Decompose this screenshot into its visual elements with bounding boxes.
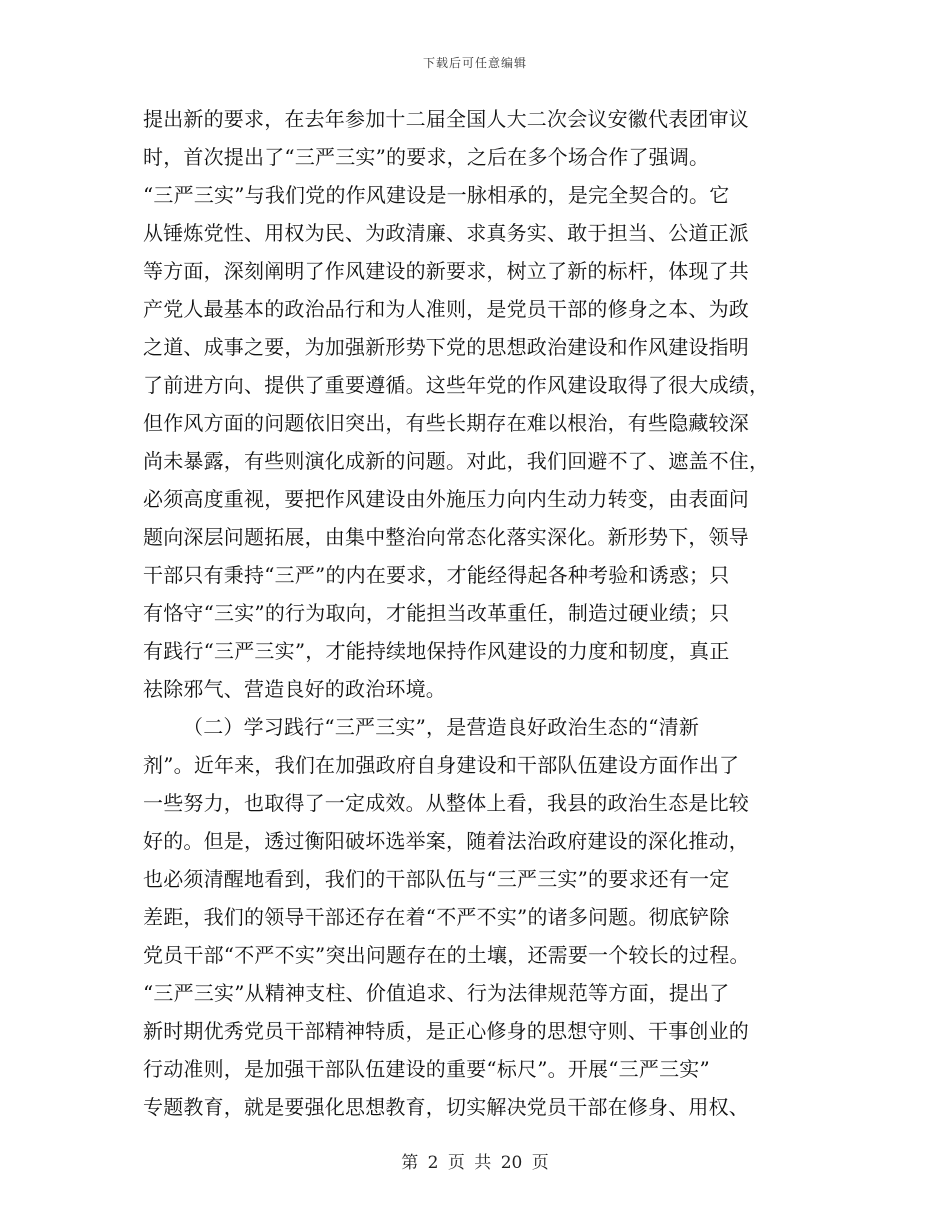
document-body [143, 100, 803, 1126]
text-line: 了前进方向、提供了重要遵循。这些年党的作风建设取得了很大成绩， [143, 373, 770, 397]
text-line: 一些努力，也取得了一定成效。从整体上看，我县的政治生态是比较 [143, 791, 749, 815]
text-line: 专题教育，就是要强化思想教育，切实解决党员干部在修身、用权、 [143, 1095, 749, 1119]
text-line: 有恪守“三实”的行为取向，才能担当改革重任，制造过硬业绩；只 [143, 601, 730, 625]
text-line: 行动准则，是加强干部队伍建设的重要“标尺”。开展“三严三实” [143, 1057, 710, 1081]
text-line: 从锤炼党性、用权为民、为政清廉、求真务实、敢于担当、公道正派 [143, 221, 749, 245]
text-line: 好的。但是，透过衡阳破坏选举案，随着法治政府建设的深化推动， [143, 829, 749, 853]
text-line: 但作风方面的问题依旧突出，有些长期存在难以根治，有些隐藏较深 [143, 411, 749, 435]
text-line: 题向深层问题拓展，由集中整治向常态化落实深化。新形势下，领导 [143, 525, 749, 549]
text-line: 时，首次提出了“三严三实”的要求，之后在多个场合作了强调。 [143, 145, 710, 169]
text-line: 等方面，深刻阐明了作风建设的新要求，树立了新的标杆，体现了共 [143, 259, 749, 283]
text-line: 干部只有秉持“三严”的内在要求，才能经得起各种考验和诱惑；只 [143, 563, 730, 587]
text-line: （二）学习践行“三严三实”，是营造良好政治生态的“清新 [183, 715, 700, 739]
page-header: 下载后可任意编辑 [422, 56, 527, 70]
text-line: 必须高度重视，要把作风建设由外施压力向内生动力转变，由表面问 [143, 487, 749, 511]
text-line: 也必须清醒地看到，我们的干部队伍与“三严三实”的要求还有一定 [143, 867, 730, 891]
text-line: 差距，我们的领导干部还存在着“不严不实”的诸多问题。彻底铲除 [143, 905, 730, 929]
text-line: 产党人最基本的政治品行和为人准则，是党员干部的修身之本、为政 [143, 297, 749, 321]
text-line: 提出新的要求，在去年参加十二届全国人大二次会议安徽代表团审议 [143, 107, 749, 131]
text-line: 有践行“三严三实”，才能持续地保持作风建设的力度和韧度，真正 [143, 639, 730, 663]
text-line: “三严三实”与我们党的作风建设是一脉相承的，是完全契合的。它 [143, 183, 730, 207]
text-line: 尚未暴露，有些则演化成新的问题。对此，我们回避不了、遮盖不住， [143, 449, 770, 473]
text-line: 祛除邪气、营造良好的政治环境。 [143, 677, 446, 701]
text-line: “三严三实”从精神支柱、价值追求、行为法律规范等方面，提出了 [143, 981, 730, 1005]
text-line: 之道、成事之要，为加强新形势下党的思想政治建设和作风建设指明 [143, 335, 749, 359]
text-line: 党员干部“不严不实”突出问题存在的土壤，还需要一个较长的过程。 [143, 943, 750, 967]
text-line: 新时期优秀党员干部精神特质，是正心修身的思想守则、干事创业的 [143, 1019, 749, 1043]
text-line: 剂”。近年来，我们在加强政府自身建设和干部队伍建设方面作出了 [143, 753, 740, 777]
page-number-footer: 第 2 页 共 20 页 [401, 1153, 549, 1173]
